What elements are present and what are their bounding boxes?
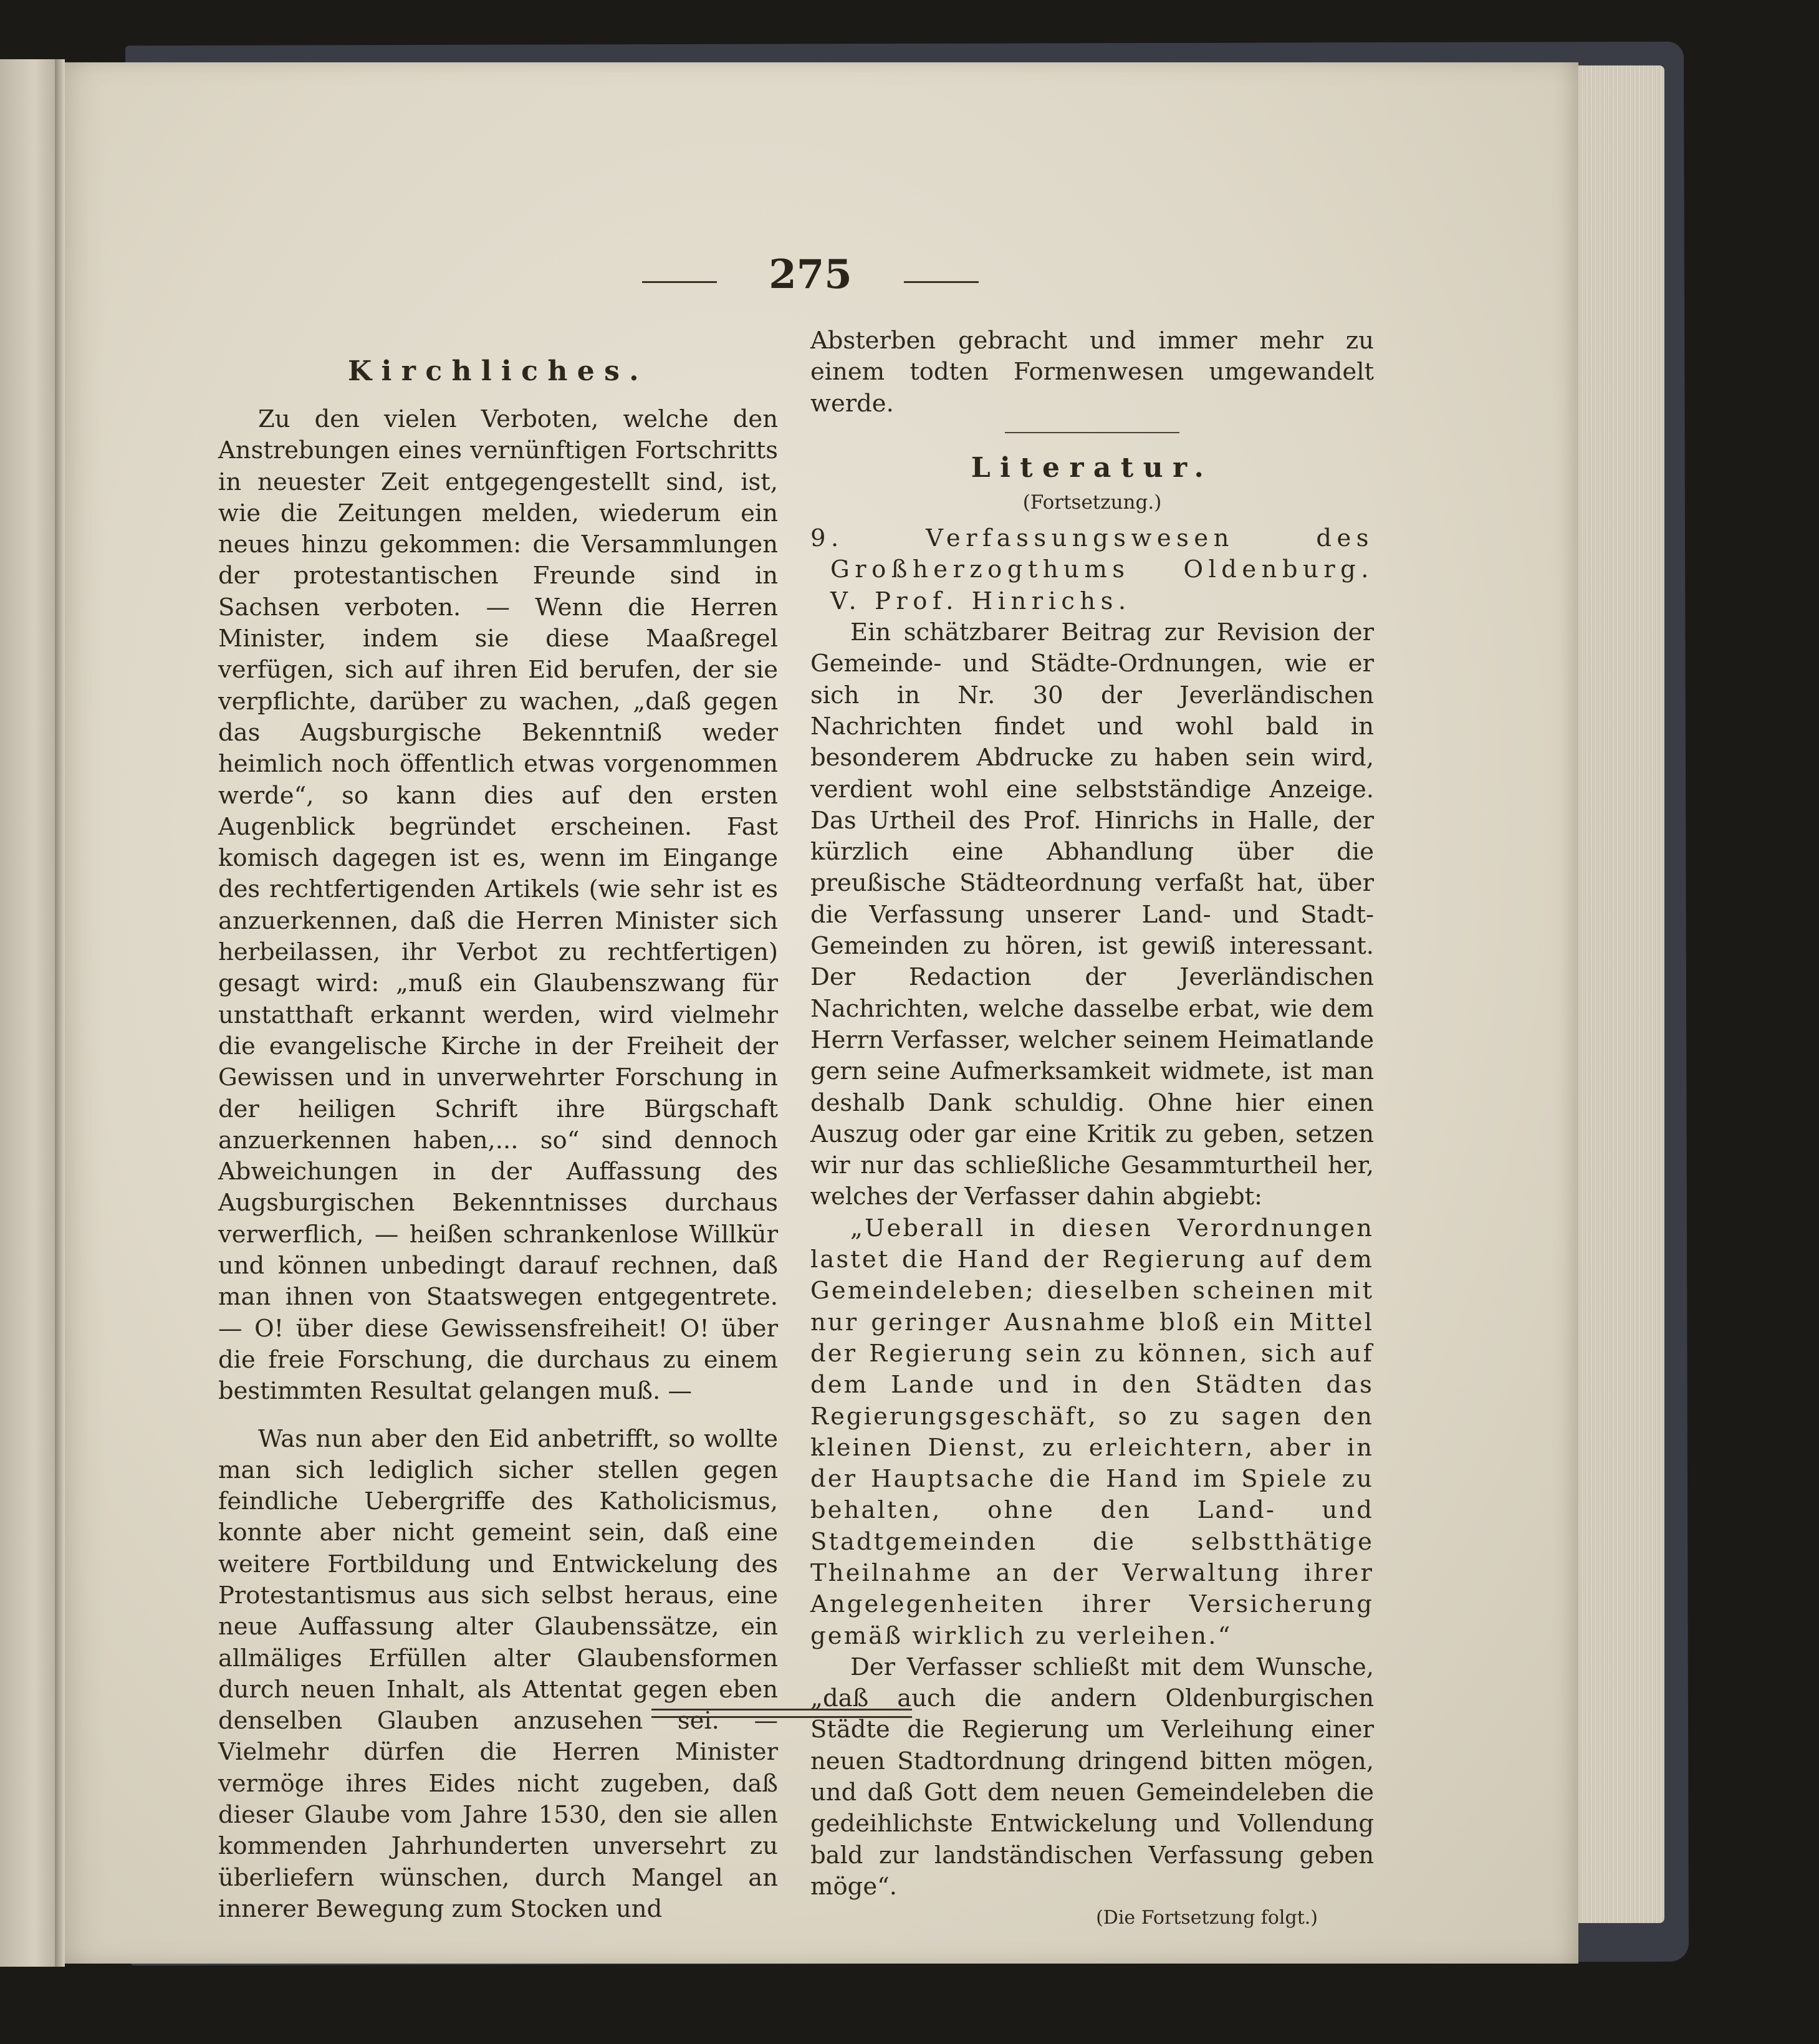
page-edges xyxy=(1571,65,1664,1923)
left-page-edge xyxy=(0,59,57,1967)
section-divider xyxy=(1005,432,1179,433)
closing-double-rule xyxy=(651,1709,912,1718)
item-title: 9. Verfassungswesen des Großherzogthums Oldenburg. V. Prof. Hinrichs. xyxy=(810,524,1374,615)
paragraph: Der Verfasser schließt mit dem Wunsche, „daß auch die andern Oldenburgischen Städte die Regierung um Verleihung einer neuen Stadtordnung dringend bitten mögen, und daß Gott dem neuen Gemeindeleben die gedeihlichste Entwickelung und Vollendung bald zur landständischen Verfassung geben möge“. xyxy=(810,1653,1374,1901)
header-rule-right xyxy=(904,281,979,283)
paragraph: Was nun aber den Eid anbetrifft, so wollte man sich lediglich sicher stellen gegen feindliche Uebergriffe des Katholicismus, konnte aber nicht gemeint sein, daß eine weitere Fortbildung und Entwickelung des Protestantismus aus sich selbst heraus, eine neue Auffassung alter Glaubenssätze, ein allmäliges Erfüllen alter Glaubensformen durch neuen Inhalt, als Attentat gegen eben denselben Glauben anzusehen sei. — Vielmehr dürfen die Herren Minister vermöge ihres Eides nicht zugeben, daß dieser Glaube vom Jahre 1530, den sie allen kommenden Jahrhunderten unversehrt zu überliefern wünschen, durch Mangel an innerer Bewegung zum Stocken und xyxy=(218,1424,778,1923)
page-header xyxy=(642,246,979,315)
header-rule-left xyxy=(642,281,717,283)
left-column xyxy=(218,342,778,1925)
quote: „Ueberall in diesen Verordnungen lastet die Hand der Regierung auf dem Gemeindeleben; dieselben scheinen mit nur geringer Ausnahme bloß ein Mittel der Regierung sein zu können, sich auf dem Lande und in den Städten das Regierungsgeschäft, so zu sagen den kleinen Dienst, zu erleichtern, aber in der Hauptsache die Hand im Spiele zu behalten, ohne den Land- und Stadtgemeinden die selbstthätige Theilnahme an der Verwaltung ihrer Angelegenheiten ihrer Versicherung gemäß wirklich zu verleihen.“ xyxy=(810,1214,1374,1650)
continuation-text: Absterben gebracht und immer mehr zu einem todten Formenwesen umgewandelt werde. xyxy=(810,327,1374,418)
continuation-note: (Die Fortsetzung folgt.) xyxy=(1096,1907,1318,1929)
book-gutter xyxy=(55,59,65,1967)
section-subheading: (Fortsetzung.) xyxy=(1022,491,1162,514)
section-heading-kirchliches: Kirchliches. xyxy=(347,355,648,387)
section-heading-literatur: Literatur. xyxy=(971,451,1214,484)
paragraph: Zu den vielen Verboten, welche den Anstrebungen eines vernünftigen Fortschritts in neuester Zeit entgegengestellt sind, ist, wie die Zeitungen melden, wiederum ein neues hinzu gekommen: die Versammlungen der protestantischen Freunde sind in Sachsen verboten. — Wenn die Herren Minister, indem sie diese Maaßregel verfügen, sich auf ihren Eid berufen, der sie verpflichte, darüber zu wachen, „daß gegen das Augsburgische Bekenntniß weder heimlich noch öffentlich etwas vorgenommen werde“, so kann dies auf den ersten Augenblick begründet erscheinen. Fast komisch dagegen ist es, wenn im Eingange des rechtfertigenden Artikels (wie sehr ist es anzuerkennen, daß die Herren Minister sich herbeilassen, ihr Verbot zu rechtfertigen) gesagt wird: „muß ein Glaubenszwang für unstatthaft erkannt werden, wird vielmehr die evangelische Kirche in der Freiheit der Gewissen und in unverwehrter Forschung in der heiligen Schrift ihre Bürgschaft anzuerkennen haben,... so“ sind dennoch Abweichungen in der Auffassung des Augsburgischen Bekenntnisses durchaus verwerflich, — heißen schrankenlose Willkür und können unbedingt darauf rechnen, daß man ihnen von Staatswegen entgegentrete. — O! über diese Gewissensfreiheit! O! über die freie Forschung, die durchaus zu einem bestimmten Resultat gelangen muß. — xyxy=(218,405,778,1406)
page-number: 275 xyxy=(769,251,852,298)
paragraph: Ein schätzbarer Beitrag zur Revision der Gemeinde- und Städte-Ordnungen, wie er sich in Nr. 30 der Jeverländischen Nachrichten findet und wohl bald in besonderem Abdrucke zu haben sein wird, verdient wohl eine selbstständige Anzeige. Das Urtheil des Prof. Hinrichs in Halle, der kürzlich eine Abhandlung über die preußische Städteordnung verfaßt hat, über die Verfassung unserer Land- und Stadt-Gemeinden zu hören, ist gewiß interessant. Der Redaction der Jeverländischen Nachrichten, welche dasselbe erbat, wie dem Herrn Verfasser, welcher seinem Heimatlande gern seine Aufmerksamkeit widmete, ist man deshalb Dank schuldig. Ohne hier einen Auszug oder gar eine Kritik zu geben, setzen wir nur das schließliche Gesammturtheil her, welches der Verfasser dahin abgiebt: xyxy=(810,618,1374,1211)
right-column xyxy=(810,325,1374,1934)
